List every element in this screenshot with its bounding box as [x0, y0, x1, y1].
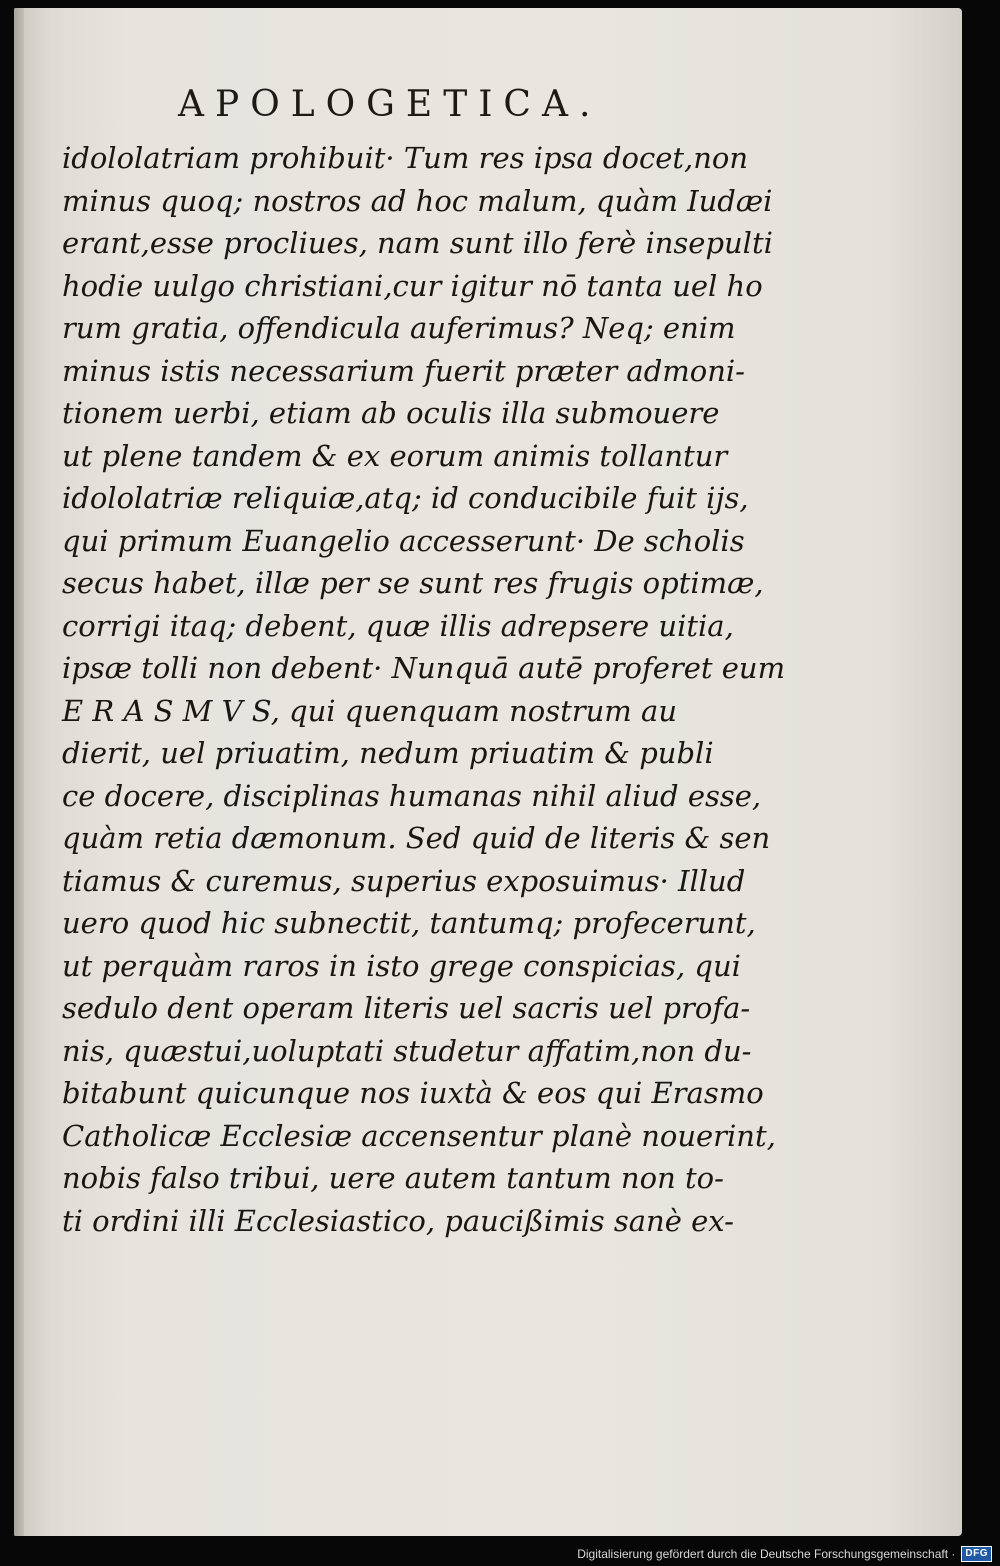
- text-line: rum gratia, offendicula auferimus? Neq; enim: [62, 311, 736, 345]
- digitization-footer: [0, 1542, 1000, 1566]
- text-line: idololatriam prohibuit· Tum res ipsa docet,non: [62, 141, 749, 175]
- text-line: ce docere, disciplinas humanas nihil aliud esse,: [62, 778, 762, 813]
- text-line: ti ordini illi Ecclesiastico, paucißimis sanè ex-: [62, 1203, 734, 1238]
- running-header: APOLOGETICA.: [178, 84, 602, 125]
- text-line: ut perquàm raros in isto grege conspicias, qui: [62, 948, 741, 983]
- text-line: E R A S M V S, qui quenquam nostrum au: [62, 693, 677, 728]
- text-line: idololatriæ reliquiæ,atq; id conducibile fuit ijs,: [62, 481, 749, 515]
- text-line: sedulo dent operam literis uel sacris uel profa-: [62, 991, 751, 1025]
- text-line: bitabunt quicunque nos iuxtà & eos qui Erasmo: [62, 1076, 764, 1110]
- text-line: tionem uerbi, etiam ab oculis illa submouere: [62, 396, 720, 430]
- text-line: minus quoq; nostros ad hoc malum, quàm Iudæi: [62, 183, 773, 218]
- text-line: qui primum Euangelio accesserunt· De scholis: [62, 523, 745, 558]
- text-line: dierit, uel priuatim, nedum priuatim & publi: [62, 736, 714, 770]
- text-line: ipsæ tolli non debent· Nunquā autē proferet eum: [62, 651, 786, 685]
- dfg-logo: DFG: [961, 1546, 992, 1562]
- text-line: hodie uulgo christiani,cur igitur nō tanta uel ho: [62, 268, 763, 303]
- text-line: nobis falso tribui, uere autem tantum non to-: [62, 1161, 724, 1195]
- text-line: corrigi itaq; debent, quæ illis adrepsere uitia,: [62, 608, 734, 643]
- text-line: tiamus & curemus, superius exposuimus· Illud: [62, 863, 746, 898]
- body-text: [62, 137, 786, 1242]
- text-line: Catholicæ Ecclesiæ accensentur planè nouerint,: [62, 1118, 776, 1153]
- page-spine-shadow: [14, 8, 24, 1536]
- text-line: nis, quæstui,uoluptati studetur affatim,non du-: [62, 1033, 752, 1068]
- funding-credit: Digitalisierung gefördert durch die Deutsche Forschungsgemeinschaft ·: [577, 1547, 956, 1561]
- text-line: secus habet, illæ per se sunt res frugis optimæ,: [62, 566, 764, 600]
- text-line: uero quod hic subnectit, tantumq; profecerunt,: [62, 906, 756, 940]
- text-line: erant,esse procliues, nam sunt illo ferè insepulti: [62, 226, 773, 260]
- text-line: minus istis necessarium fuerit præter admoni-: [62, 353, 745, 388]
- text-line: ut plene tandem & ex eorum animis tollantur: [62, 438, 728, 473]
- text-line: quàm retia dæmonum. Sed quid de literis & sen: [62, 821, 771, 855]
